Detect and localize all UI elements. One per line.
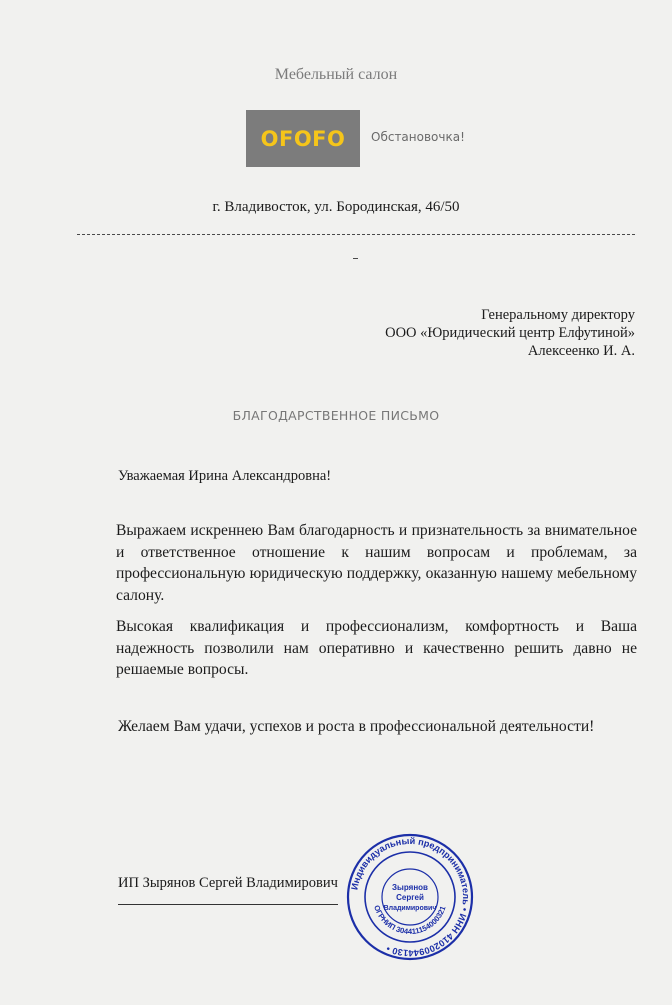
greeting: Уважаемая Ирина Александровна! bbox=[118, 468, 332, 484]
recipient-name: Алексеенко И. А. bbox=[527, 343, 635, 359]
stamp-outer-text: Индивидуальный предприниматель • ИНН 410200944130 • bbox=[349, 835, 472, 959]
divider-stub bbox=[353, 258, 358, 259]
recipient-block bbox=[385, 306, 635, 360]
document-title: БЛАГОДАРСТВЕННОЕ ПИСЬМО bbox=[232, 408, 440, 423]
stamp-center-line-2: Сергей bbox=[396, 893, 424, 902]
address: г. Владивосток, ул. Бородинская, 46/50 bbox=[212, 199, 460, 215]
body-paragraph-2: Высокая квалификация и профессионализм, комфортность и Ваша надежность позволили нам оперативно и качественно решить давно не решаемые вопросы. bbox=[116, 618, 637, 678]
recipient-company: ООО «Юридический центр Елфутиной» bbox=[385, 325, 635, 341]
stamp-center-line-1: Зырянов bbox=[392, 883, 428, 892]
company-logo bbox=[246, 110, 360, 167]
signer-name: ИП Зырянов Сергей Владимирович bbox=[118, 875, 338, 891]
stamp-center-line-3: Владимирович bbox=[383, 905, 437, 912]
recipient-position: Генеральному директору bbox=[481, 307, 635, 323]
logo-mark: OFOFO bbox=[260, 126, 346, 151]
closing-line: Желаем Вам удачи, успехов и роста в профессиональной деятельности! bbox=[118, 718, 595, 735]
logo-tagline: Обстановочка! bbox=[371, 130, 465, 144]
header-divider bbox=[77, 234, 635, 235]
body-paragraph-1: Выражаем искреннею Вам благодарность и признательность за внимательное и ответственное отношение к нашим вопросам и проблемам, за профессиональную юридическую поддержку, оказанную нашему мебельному салону. bbox=[116, 522, 637, 604]
stamp-ogrn-text: ОГРНИП 304411154000321 bbox=[372, 903, 448, 937]
salon-name: Мебельный салон bbox=[274, 66, 398, 83]
signature-line bbox=[118, 904, 338, 905]
official-stamp bbox=[345, 832, 475, 962]
